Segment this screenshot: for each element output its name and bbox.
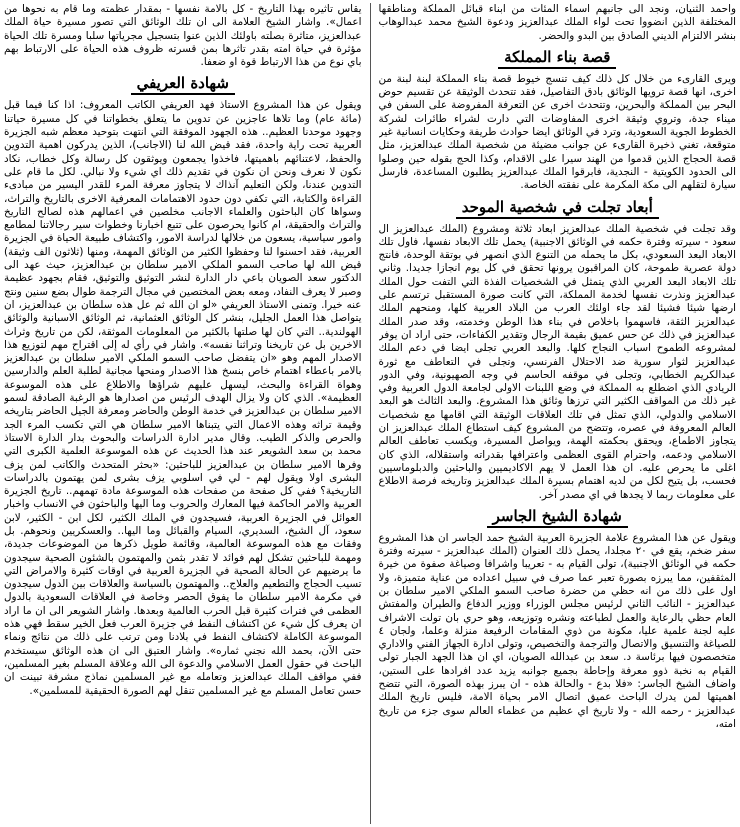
- jasser-testimony-paragraph: ويقول عن هذا المشروع علامة الجزيرة العربية الشيخ حمد الجاسر ان هذا المشروع سفر ضخم، يقع في ٢٠ مجلدا، يحمل ذلك العنوان (الملك عبدالعزيز - سيرته وفترة حكمه في الوثائق الاجنبية)، تولى القيام به - تعريبا واشرافا وصياغة صفوة من خيرة المثقفين، مما يبرزه بصورة تعبر عما صرف في سبيل اعداده من عناية متميزة، ولا اول على ذلك من انه حظي من حضرة صاحب السمو الملكي الامير سلطان بن عبدالعزيز - النائب الثاني لرئيس مجلس الوزراء ووزير الدفاع والطيران والمفتش العام حظي بالرعاية والعمل لطباعته ونشره وتوزيعه، وهو حري بان تولت الاشراف عليه لجنة علمية عليا، مكونة من ذوي المقامات الرفيعة منزلة وعلما، ولجان ٤ للصياغة والتنسيق والاتصال والترجمة والتخصيص، وتولى ادارة الجهاز الفني والاداري متخصصون فيها برئاسة د. سعد بن عبدالله الصويان، اي ان هذا الجهد الجبار تولى القيام به نخبة ذوو معرفة وإحاطة بجميع جوانبه يزيد عدد افرادها على الستين، واضاف الشيخ الجاسر: «فلا بدع - والحالة هذه - ان يبرز بهذه الصورة، التي تتضح اهميتها لمن يدرك الباحث عميق اتصال الامر بحياة الامة، فليس تاريخ الملك عبدالعزيز - رحمه الله - ولا تاريخ اي عظيم من عظماء العالم سوى جزء من تاريخ امته،: [378, 531, 736, 730]
- heading-arifi-testimony: [4, 74, 362, 95]
- heading-arifi-testimony-text: شهادة العريفي: [131, 74, 235, 95]
- column-divider: [370, 3, 371, 824]
- right-intro-paragraph: واحمد الثنيان، ونجد الى جانبهم اسماء المئات من ابناء قبائل المملكة ومناطقها المختلفة الذين انضووا تحت لواء الملك عبدالعزيز ودعوة الشيخ محمد عبدالوهاب بنشر الالتزام الديني الصادق بين البدو والحضر.: [378, 3, 736, 42]
- heading-kingdom-building: [379, 48, 737, 69]
- heading-jasser-testimony-text: شهادة الشيخ الجاسر: [487, 507, 628, 528]
- newspaper-page: [4, 3, 736, 824]
- kingdom-building-paragraph: ويرى القارىء من خلال كل ذلك كيف تنسج خيوط قصة بناء المملكة لبنة لبنة من اخرى، انها قصة ترويها الوثائق بادق التفاصيل، فقد تتحدث الوثيقة عن تقسيم حوض البحر بين المملكة والبحرين، وتتحدث اخرى عن التعرفة المفروضة على السفن في ميناء جدة، وتروي وثيقة اخرى المفاوضات التي دارت لشراء طائرات لشركة الخطوط الجوية السعودية، وترد في الوثائق ايضا حوادث طريفة وحكايات انسانية غير متوقعة، تغني ذخيرة القارىء عن جوانب مضيئة من شخصية الملك عبدالعزيز، مثل قصة الحجاج الذين قدموا من الهند سيرا على الاقدام، وكذا الحج بقوله حين وصلوا الى الحدود الكويتية - النجدية، فابرقوا الملك عبدالعزيز يطلبون المساعدة، فارسل سيارة لتقلهم الى مكة المكرمة على نفقته الخاصة.: [378, 72, 736, 192]
- left-intro-paragraph: يقاس تاثيره بهذا التاريخ - كل بالامة نفسها - بمقدار عظمته وما قام به نحوها من اعمال». واشار الشيخ العلامة الى ان تلك الوثائق التي تصور مسيرة حياة الملك عبدالعزيز، متاثرة بصلته باولئك الذين عنوا بتسجيل مجرياتها سلبا ومسرة تلك الحياة مؤثرة في حياة امته بقدر تاثرها بمن قسرته ظروف هذه الحياة على الارتباط بهم باي نوع من هذا الارتباط قوة او ضعفا.: [4, 3, 362, 69]
- unifier-dimensions-paragraph: وقد تجلت في شخصية الملك عبدالعزيز ابعاد ثلاثة ومشروع (الملك عبدالعزيز ال سعود - سيرته وفترة حكمه في الوثائق الاجنبية) يحمل تلك الابعاد نفسها، فاول تلك الابعاد البعد السعودي، بكل ما يحمله من التنوع الذي انصهر في بوتقة الوحدة، فانتج دولة عصرية طموحة، كان المراقبون يرونها تحقق في كل يوم انجازا جديدا. وثاني تلك الابعاد البعد العربي الذي يتمثل في الشخصيات الفذة التي التفت حول الملك عبدالعزيز ونذرت نفسها لخدمة المملكة، التي كانت صورة المستقبل ترتسم على ارضها شيئا فشيئا لقد جاء اولئك العرب من البلاد العربية كلها، ومنحهم الملك عبدالعزيز الثقة، فاسهموا باخلاص في بناء هذا الوطن وخدمته، وقد صدر الملك عبدالعزيز في ذلك عن حس عميق بقيمة الرجال وتقدير الكفاءات، حتى اراد ان يوفر لمشروعه الطموح اسباب النجاح كلها. والبعد العربي تجلى ايضا في دعم الملك عبدالعزيز لثوار سورية ضد الاحتلال الفرنسي، وتجلى في التعاطف مع ثورة عبدالكريم الخطابي، وتجلى في موقفه الحاسم في وجه الصهيونية، وفي الدور الريادي الذي اضطلع به المملكة في وضع اللبنات الاولى لجامعة الدول العربية وفي غير ذلك من المواقف الكثير التي ترزها وثائق هذا المشروع. والبعد الثالث هو البعد الاسلامي والدولي، الذي تمثل في تلك العلاقات الوثيقة التي اقامها مع شخصيات العالم المعروفة في عصره، وتتضح من المشروع كيف استطاع الملك عبدالعزيز ان يتجاوز الاطماع، ويحقق بحكمته الهمة، ويواصل المسيرة، ويكسب تعاطف العالم الاسلامي ودعمه، واحترام القوى العظمى واعترافها بقدراته واستقلاله، الذي كان اغلى ما يحرص عليه. ان هذا العمل لا يهم الاكاديميين والباحثين والدبلوماسيين فحسب، بل يتيح لكل من لديه اهتمام بسيرة الملك عبدالعزيز وتاريخه فرصة الاطلاع على معلومات ربما لا يجدها في اي مصدر آخر.: [378, 222, 736, 501]
- left-column: [4, 3, 362, 824]
- arifi-testimony-paragraph: ويقول عن هذا المشروع الاستاذ فهد العريفي الكاتب المعروف: اذا كنا فيما قبل (مائة عام) وما تلاها عاجزين عن تدوين ما يتعلق بخطواتنا في كل مسيرة حياتنا وجهود موحدنا العظيم.. هذه الجهود الموفقة التي انتهت بتوحيد معظم شبه الجزيرة العربية تحت راية واحدة، فقد قيض الله لنا (الاجانب)، الذين يدركون اهمية التدوين والحفظ، لاعتنائهم باهميتها، فاخذوا يجمعون ويوثقون كل رسالة وكل خطاب، نكاد نكون لا نعرف ونحن ان نكون في تقديم ذلك اي شيء ولا نبالي. لكل ما قام على التدوين عندنا، ولكن التعليم آنذاك لا يتجاوز معرفة المرء للقدر اليسير من مبادىء القراءة والكتابة، التي تكفي دون حدود الاهتمامات المعرفية الاخرى بالتاريخ والتراث، وسواها كان الباحثون والعلماء الاجانب مخلصين في اعمالهم هذه لصالح التاريخ والتراث والحقيقة، ام كانوا يحرصون على تتبع اخبارنا وخطوات سير رجالاتنا لمطامع وامور سياسية، يسعون من خلالها لدراسة الامور، واكتشاف طبيعة الحياة في الجزيرة العربية، فقد احسنوا لنا وحفظوا الكثير من الوثائق المهمة، ومنها (ثلاثون الف وثيقة) قيض الله لها صاحب السمو الملكي الامير سلطان بن عبدالعزيز، حيث عهد الى الدكتور سعد الصويان باعي دار الدارة لنشر التوثيق والتوثيق، فقام بجهود عظيمة وصبر لا يعرف النفاد، ومعه بعض المختصين في مجال الترجمة طوال بضع سنين ونتج عنه خيرا. وتمنى الاستاذ العريفي «لو ان الله ثم عل هذه سلطان بن عبدالعزيز، ان يتواصل هذا العمل الجليل، بنشر كل الوثائق العثمانية، ثم الوثائق الاسبانية والوثائق الهولندية.. التي كان لها صلتها بالكثير من المعلومات الموثقة، لكن من تاريخ وثراث الاخرين بل عن تاريخنا وتراثنا نفسه». واشار في رأي له إلى اقتراح مهم لتوزيع هذا الاصدار المهم وهو «ان يتفضل صاحب السمو الملكي الامير سلطان بن عبدالعزيز بالامر باعطاء اهتمام خاص بنسخ هذا الاصدار ومنحها مجانية لطلبة العلم والدارسين وهواة القراءة والبحث، ليسهل عليهم شراؤها والاطلاع على هذه الموسوعة العظيمة». الذي كان ولا يزال الهدف الرئيس من اصدارها هو الرغبة الصادقة لسمو الامير سلطان بن عبدالعزيز في خدمة الوطن والحاضر ومعرفة الجيل الحاضر بتاريخه وقيمة تراثه وهذه الاعمال التي يتبناها الامير سلطان هي التي تكسب المرء الجد والحرص والذكر الطيب. وقال مدير ادارة الدراسات والبحوث بدار الدارة الاستاذ محمد بن سعد الشويعر عند هذا الحديث عن هذه الموسوعة العلمية الكبرى التي وفرها الامير سلطان بن عبدالعزيز للباحثين: «بحثر المتحدث والكاتب لمن يزف البشرى اولا ويقول لهم - لي في اسلوبي يزف بشرى لمن يهتمون بالدراسات التاريخية؟ ففي كل صفحة من صفحات هذه الموسوعة مادة تهمهم.. تاريخ الجزيرة العربية والامر الحاكمة فيها المعارك والحروب وما اليها والباحثون في الانساب واخبار العوائل في الجزيرة العربية، فسيجدون في الملك الكثير، لكل ابن - الكثير، لابن سعود، آل الشيخ، السديري، السيام والقبائل وما اليها.. والعسكريين ونحوهم. بل وفقات مع هذه الموسوعة العالمية، وقائمة طويل ذكرها من الموضوعات جديدة، ومهمة للباحثين تشكل لهم فوائد لا تقدر بثمن والمهتمون بالشئون الصحية سيجدون ما يرضيهم عن الحالة الصحية في الجزيرة العربية في اوقات كثيرة والامراض التي تسيب الحجاج والتطعيم والعلاج.. والمهتمون بالسياسة والعلاقات بين الدول سيجدون في مكرمة الامير سلطان ما يفوق الحصر وخاصة في العلاقات السعودية بالدول العظمى في فترات كثيرة قبل الحرب العالمية وبعدها. واشار الشويعر الى ان ما اراد ان يعرف كل شيء عن اكتشاف النفط في جزيرة العرب فعل الخير سقط فهي هذه الموسوعة الكاملة لاكتشاف النفط في بلادنا ومن ترتب على ذلك من نتائج ونماء حتى الآن، بحمد الله نجني ثماره». واشار العتيق الى ان هذه الوثائق سيستخدم الباحث في حقول العمل الاسلامي والدعوة الى الله وعلاقة المسلم بغير المسلمين، ففي مواقف الملك عبدالعزيز وتعامله مع غير المسلمين نماذج مشرفة تبينت ان حسن تعامل المسلم مع غير المسلمين تنقل لهم الصورة الحقيقية للمسلمين».: [4, 99, 362, 697]
- heading-jasser-testimony: [379, 507, 737, 528]
- heading-kingdom-building-text: قصة بناء المملكة: [498, 48, 616, 69]
- heading-unifier-dimensions-text: أبعاد تجلت في شخصية الموحد: [456, 198, 659, 219]
- right-column: [379, 3, 737, 824]
- heading-unifier-dimensions: [379, 198, 737, 219]
